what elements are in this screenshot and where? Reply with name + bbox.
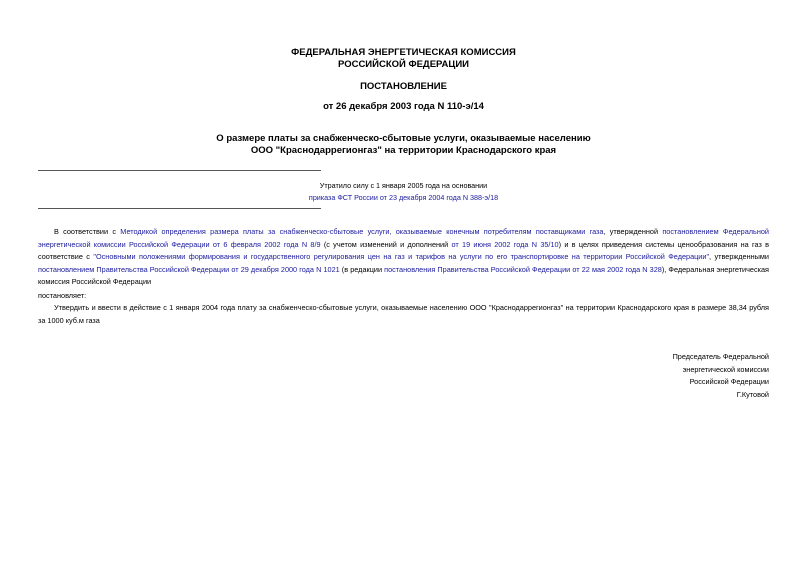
signature-name: Г.Кутовой xyxy=(736,389,769,399)
link-gov-decree-328[interactable]: постановления Правительства Российской Федерации от 22 мая 2002 года N 328 xyxy=(384,264,662,274)
paragraph-resolution xyxy=(38,302,769,327)
link-fek-decree-8-9[interactable]: постановлением Федеральной энергетической комиссии Российской Федерации от 6 февраля 2002 года N 8/9 xyxy=(38,227,769,249)
org-title-line2: РОССИЙСКОЙ ФЕДЕРАЦИИ xyxy=(337,59,469,70)
resolution-text: Утвердить и ввести в действие с 1 января 2004 года плату за снабженческо-сбытовые услуги, оказываемые населению ООО "Краснодаррегионгаз" на территории Краснодарского края в размере 38,34 рубля за 1000 куб.м газа xyxy=(38,303,769,325)
link-gov-decree-1021[interactable]: постановлением Правительства Российской Федерации от 29 декабря 2000 года N 1021 xyxy=(38,264,340,274)
doc-type: ПОСТАНОВЛЕНИЕ xyxy=(360,81,447,92)
signature-line2: энергетической комиссии xyxy=(682,364,769,374)
org-title-line1: ФЕДЕРАЛЬНАЯ ЭНЕРГЕТИЧЕСКАЯ КОМИССИЯ xyxy=(291,47,516,58)
subject-line2: ООО "Краснодаррегионгаз" на территории Краснодарского края xyxy=(250,145,557,156)
preamble-text-2: , утвержденной xyxy=(603,227,663,236)
divider-top xyxy=(38,170,321,171)
validity-note-link[interactable]: приказа ФСТ России от 23 декабря 2004 года N 388-э/18 xyxy=(308,193,499,202)
validity-note-link-row xyxy=(0,192,807,204)
paragraph-preamble xyxy=(38,226,769,289)
preamble-text-1: В соответствии с xyxy=(54,227,121,236)
doc-date: от 26 декабря 2003 года N 110-э/14 xyxy=(323,101,484,112)
link-amend-35-10[interactable]: от 19 июня 2002 года N 35/10 xyxy=(451,239,559,249)
signature-line1: Председатель Федеральной xyxy=(672,352,769,361)
divider-bottom xyxy=(38,208,321,209)
link-basic-provisions[interactable]: "Основными положениями формирования и государственного регулирования цен на газ и тарифов на услуги по его транспортировке на территории Российской Федерации" xyxy=(93,252,710,261)
preamble-text-7: ), Федеральная энергетическая комиссия Российской Федерации xyxy=(38,264,769,286)
signature-block xyxy=(673,351,769,401)
validity-note-text: Утратило силу с 1 января 2005 года на основании xyxy=(319,181,488,190)
preamble-text-4: ) и в целях приведения системы ценообразования на газ в соответствие с xyxy=(38,239,769,261)
preamble-text-5: , утвержденными xyxy=(709,252,769,261)
subject-line1: О размере платы за снабженческо-сбытовые услуги, оказываемые населению xyxy=(216,133,591,144)
link-methodology[interactable]: Методикой определения размера платы за снабженческо-сбытовые услуги, оказываемые конечным потребителям поставщиками газа xyxy=(120,227,604,236)
preamble-text-3: (с учетом изменений и дополнений xyxy=(320,239,452,249)
preamble-text-6: (в редакции xyxy=(339,264,385,274)
decree-word: постановляет: xyxy=(38,291,87,300)
signature-line3: Российской Федерации xyxy=(689,377,769,386)
